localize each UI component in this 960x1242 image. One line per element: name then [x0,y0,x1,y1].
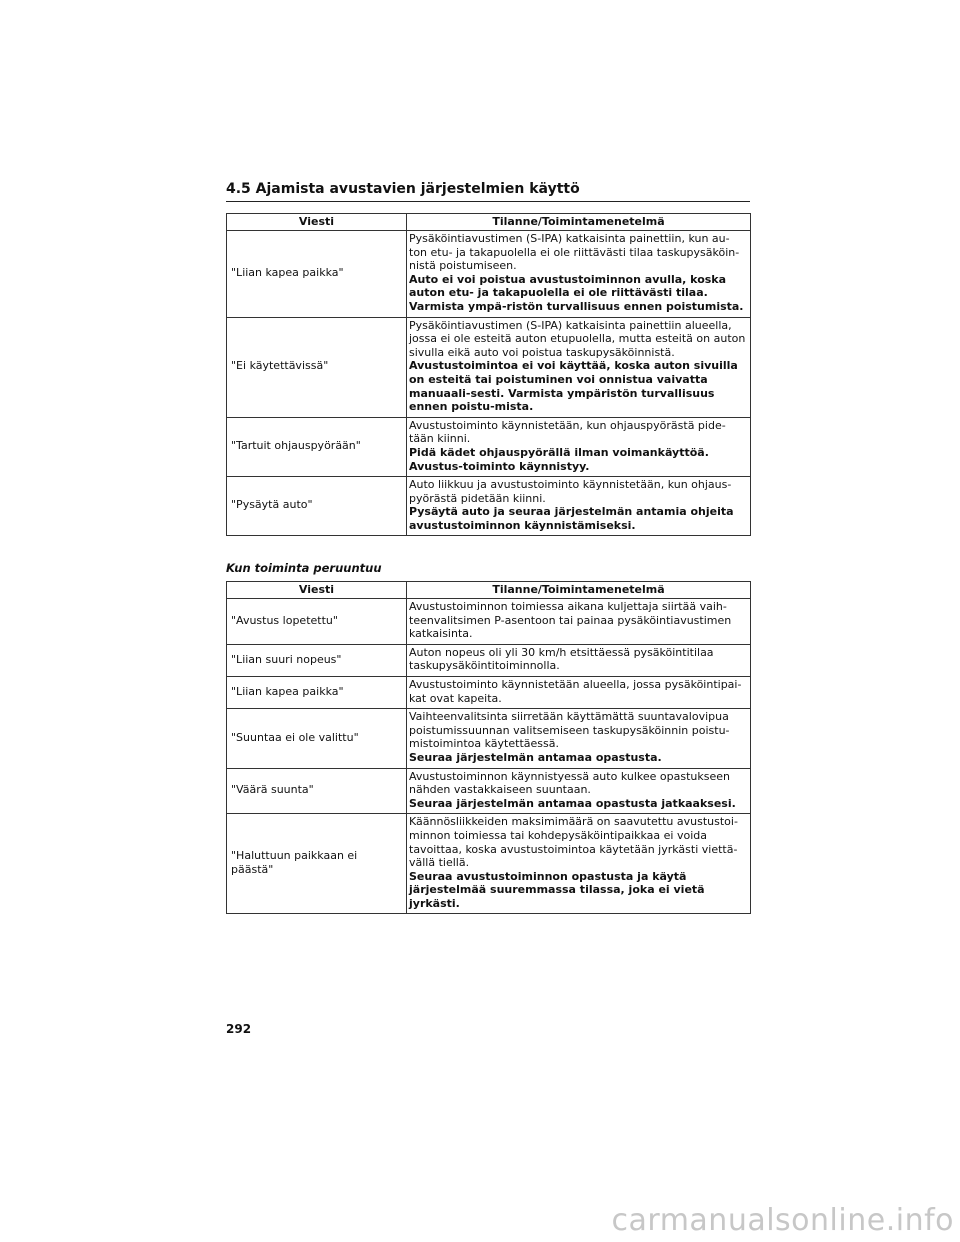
instruction-text: Avustustoimintoa ei voi käyttää, koska auton sivuilla on esteitä tai poistuminen voi onnistua vaivatta manuaali-sesti. Varmista ympäristön turvallisuus ennen poistu-mista. [409,359,738,414]
table-row [227,317,751,417]
page-number: 292 [226,1022,252,1036]
instruction-text: Auto ei voi poistua avustustoiminnon avulla, koska auton etu- ja takapuolella ei ole riittävästi tilaa. Varmista ympä-ristön turvallisuus ennen poistumista. [409,272,744,313]
message-cell: "Suuntaa ei ole valittu" [227,709,407,768]
message-cell: "Liian kapea paikka" [227,676,407,708]
table-row [227,644,751,676]
situation-cell [407,644,751,676]
messages-table-1 [226,213,751,536]
column-header-situation: Tilanne/Toimintamenetelmä [407,214,751,231]
situation-cell [407,768,751,814]
instruction-text: Seuraa järjestelmän antamaa opastusta jatkaaksesi. [409,796,736,810]
table-row [227,814,751,914]
instruction-text: Pysäytä auto ja seuraa järjestelmän antamia ohjeita avustustoiminnon käynnistämiseksi. [409,505,734,532]
situation-text: Käännösliikkeiden maksimimäärä on saavutettu avustustoi-minnon toimiessa tai kohdepysäköintipaikkaa ei voida tavoittaa, koska avustustoimintoa käytetään jyrkästi viettä-vällä tiellä. [409,815,738,870]
situation-cell [407,709,751,768]
column-header-message: Viesti [227,214,407,231]
message-cell: "Liian suuri nopeus" [227,644,407,676]
situation-text: Avustustoiminnon toimiessa aikana kuljettaja siirtää vaih-teenvalitsimen P-asentoon tai painaa pysäköintiavustimen katkaisinta. [409,600,732,641]
situation-cell [407,814,751,914]
situation-text: Vaihteenvalitsinta siirretään käyttämättä suuntavalovipua poistumissuunnan valitsemiseen taskupysäköinnin poistu-mistoimintoa käytettäessä. [409,710,730,751]
subheading-cancelled: Kun toiminta peruuntuu [226,561,382,575]
watermark: carmanualsonline.info [611,1203,954,1238]
section-header [226,178,750,202]
message-cell: "Avustus lopetettu" [227,599,407,645]
situation-cell [407,676,751,708]
situation-cell [407,599,751,645]
message-cell: "Tartuit ohjauspyörään" [227,417,407,476]
column-header-message: Viesti [227,582,407,599]
table-row [227,676,751,708]
messages-table-2 [226,581,751,914]
message-cell: "Pysäytä auto" [227,477,407,536]
instruction-text: Seuraa järjestelmän antamaa opastusta. [409,750,662,764]
message-cell: "Haluttuun paikkaan ei päästä" [227,814,407,914]
column-header-situation: Tilanne/Toimintamenetelmä [407,582,751,599]
table-header-row [227,582,751,599]
situation-text: Pysäköintiavustimen (S-IPA) katkaisinta painettiin, kun au-ton etu- ja takapuolella ei ole riittävästi tilaa taskupysäköin-nistä poistumiseen. [409,232,740,273]
table-header-row [227,214,751,231]
table-row [227,768,751,814]
table-row [227,599,751,645]
instruction-text: Pidä kädet ohjauspyörällä ilman voimankäyttöä. Avustus-toiminto käynnistyy. [409,445,709,473]
situation-cell [407,417,751,476]
table-row [227,709,751,768]
situation-text: Auto liikkuu ja avustustoiminto käynnistetään, kun ohjaus-pyörästä pidetään kiinni. [409,478,732,505]
situation-cell [407,477,751,536]
situation-text: Avustustoiminto käynnistetään, kun ohjauspyörästä pide-tään kiinni. [409,418,726,446]
message-cell: "Ei käytettävissä" [227,317,407,417]
table-row [227,417,751,476]
table-row [227,477,751,536]
situation-cell [407,231,751,318]
instruction-text: Seuraa avustustoiminnon opastusta ja käytä järjestelmää suuremmassa tilassa, joka ei vietä jyrkästi. [409,869,705,910]
situation-text: Avustustoiminnon käynnistyessä auto kulkee opastukseen nähden vastakkaiseen suuntaan. [409,769,730,797]
situation-text: Pysäköintiavustimen (S-IPA) katkaisinta painettiin alueella, jossa ei ole esteitä auton etupuolella, mutta esteitä on auton sivulla eikä auto voi poistua taskupysäköinnistä. [409,318,746,359]
table-row [227,231,751,318]
situation-text: Avustustoiminto käynnistetään alueella, jossa pysäköintipai-kat ovat kapeita. [409,677,742,705]
message-cell: "Väärä suunta" [227,768,407,814]
message-cell: "Liian kapea paikka" [227,231,407,318]
situation-text: Auton nopeus oli yli 30 km/h etsittäessä pysäköintitilaa taskupysäköintitoiminnolla. [409,645,714,673]
section-title: 4.5 Ajamista avustavien järjestelmien käyttö [226,181,580,197]
situation-cell [407,317,751,417]
